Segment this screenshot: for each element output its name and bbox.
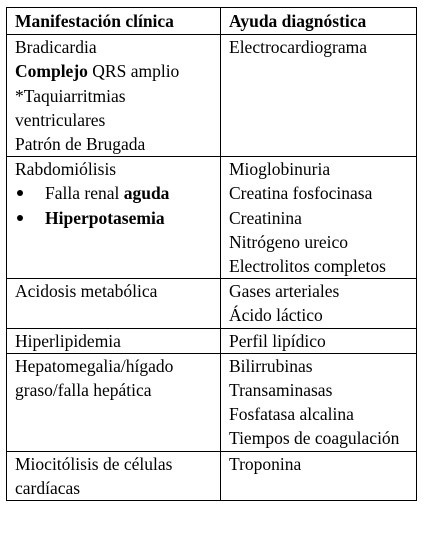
clinical-item: Bradicardia xyxy=(15,37,97,58)
clinical-item: *Taquiarritmias ventriculares xyxy=(15,85,126,130)
bullet-icon xyxy=(17,215,23,221)
clinical-item: Patrón de Brugada xyxy=(15,134,146,155)
table-row xyxy=(7,35,417,157)
clinical-item xyxy=(15,59,216,83)
diagnostic-item: Perfil lipídico xyxy=(229,330,326,351)
clinical-item: Miocitólisis de células cardíacas xyxy=(15,453,173,498)
clinical-cell xyxy=(7,279,221,328)
clinical-cell xyxy=(7,353,221,451)
bullet-list xyxy=(15,181,216,229)
header-diagnostic-aid: Ayuda diagnóstica xyxy=(221,8,417,35)
diagnostic-item: Electrocardiograma xyxy=(229,37,367,58)
clinical-item: Acidosis metabólica xyxy=(15,281,158,302)
clinical-item: Hepatomegalia/hígado graso/falla hepática xyxy=(15,355,174,401)
clinical-item: Rabdomiólisis xyxy=(15,159,117,180)
diagnostic-item: Gases arteriales xyxy=(229,281,340,302)
diagnostic-item: Creatina fosfocinasa xyxy=(229,183,373,204)
table-row xyxy=(7,451,417,500)
bullet-item xyxy=(15,206,216,230)
clinical-cell xyxy=(7,451,221,500)
diagnostic-item: Creatinina xyxy=(229,207,302,228)
diagnostic-item: Nitrógeno ureico xyxy=(229,231,349,252)
bold-term: aguda xyxy=(123,183,170,204)
clinical-item: Hiperlipidemia xyxy=(15,330,121,351)
diagnostic-item: Fosfatasa alcalina xyxy=(229,404,354,425)
clinical-cell xyxy=(7,35,221,157)
bullet-text: Falla renal xyxy=(45,183,124,204)
bold-term: Hiperpotasemia xyxy=(45,207,165,228)
diagnostic-item: Transaminasas xyxy=(229,380,333,401)
clinical-diagnostic-table xyxy=(6,7,417,501)
table-row xyxy=(7,157,417,279)
diagnostic-cell xyxy=(221,35,417,157)
header-clinical-manifestation: Manifestación clínica xyxy=(7,8,221,35)
table-row xyxy=(7,353,417,451)
diagnostic-item: Electrolitos completos xyxy=(229,256,386,277)
clinical-cell xyxy=(7,328,221,353)
diagnostic-item: Bilirrubinas xyxy=(229,355,313,376)
table-row xyxy=(7,279,417,328)
header-row xyxy=(7,8,417,35)
diagnostic-item: Mioglobinuria xyxy=(229,159,331,180)
diagnostic-item: Ácido láctico xyxy=(229,305,323,326)
clinical-text: QRS amplio xyxy=(87,61,180,82)
diagnostic-cell xyxy=(221,328,417,353)
diagnostic-item: Troponina xyxy=(229,453,302,474)
diagnostic-cell xyxy=(221,157,417,279)
diagnostic-cell xyxy=(221,353,417,451)
table-row xyxy=(7,328,417,353)
diagnostic-item: Tiempos de coagulación xyxy=(229,428,400,449)
bullet-icon xyxy=(17,190,23,196)
bold-term: Complejo xyxy=(15,61,88,82)
diagnostic-cell xyxy=(221,451,417,500)
clinical-cell xyxy=(7,157,221,279)
bullet-item xyxy=(15,181,216,205)
diagnostic-cell xyxy=(221,279,417,328)
